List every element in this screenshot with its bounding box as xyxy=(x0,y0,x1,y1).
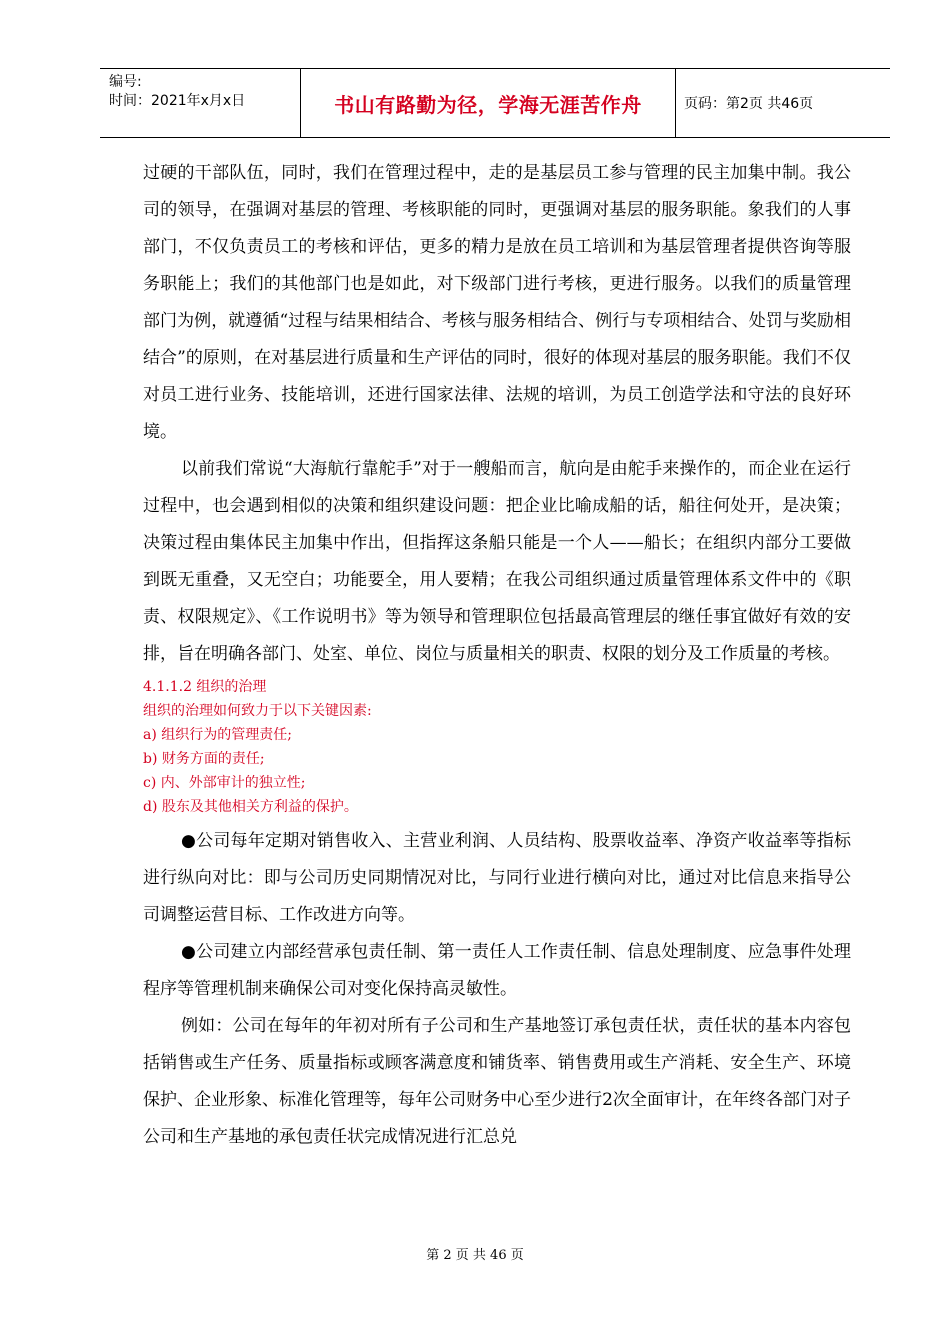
page-footer: 第 2 页 共 46 页 xyxy=(426,1248,524,1263)
paragraph-governance-service: 过硬的干部队伍，同时，我们在管理过程中，走的是基层员工参与管理的民主加集中制。我公司的领导，在强调对基层的管理、考核职能的同时，更强调对基层的服务职能。象我们的人事部门，不仅负责员工的考核和评估，更多的精力是放在员工培训和为基层管理者提供咨询等服务职能上；我们的其他部门也是如此，对下级部门进行考核，更进行服务。以我们的质量管理部门为例，就遵循“过程与结果相结合、考核与服务相结合、例行与专项相结合、处罚与奖励相结合”的原则，在对基层进行质量和生产评估的同时，很好的体现对基层的服务职能。我们不仅对员工进行业务、技能培训，还进行国家法律、法规的培训，为员工创造学法和守法的良好环境。 xyxy=(143,163,851,442)
paragraph-responsibility-system: ●公司建立内部经营承包责任制、第一责任人工作责任制、信息处理制度、应急事件处理程序等管理机制来确保公司对变化保持高灵敏性。 xyxy=(143,942,851,999)
list-item: c) 内、外部审计的独立性; xyxy=(143,775,306,791)
paragraph-example: 例如：公司在每年的年初对所有子公司和生产基地签订承包责任状，责任状的基本内容包括销售或生产任务、质量指标或顾客满意度和铺货率、销售费用或生产消耗、安全生产、环境保护、企业形象、标准化管理等，每年公司财务中心至少进行2次全面审计，在年终各部门对子公司和生产基地的承包责任状完成情况进行汇总兑 xyxy=(143,1016,851,1147)
section-intro: 组织的治理如何致力于以下关键因素: xyxy=(143,703,372,719)
document-date: 时间：2021年x月x日 xyxy=(109,93,246,109)
document-number-label: 编号: xyxy=(109,74,142,90)
paragraph-indicator-comparison: ●公司每年定期对销售收入、主营业利润、人员结构、股票收益率、净资产收益率等指标进行纵向对比：即与公司历史同期情况对比，与同行业进行横向对比，通过对比信息来指导公司调整运营目标、工作改进方向等。 xyxy=(143,831,851,925)
list-item: d) 股东及其他相关方利益的保护。 xyxy=(143,799,358,815)
header-meta xyxy=(100,69,301,137)
document-body xyxy=(143,155,851,1156)
header-page-info: 页码：第2页 共46页 xyxy=(684,96,814,112)
list-item: a) 组织行为的管理责任; xyxy=(143,727,292,743)
page-header xyxy=(100,68,890,138)
section-heading: 4.1.1.2 组织的治理 xyxy=(143,679,267,695)
paragraph-helmsman: 以前我们常说“大海航行靠舵手”对于一艘船而言，航向是由舵手来操作的，而企业在运行过程中，也会遇到相似的决策和组织建设问题：把企业比喻成船的话，船往何处开，是决策；决策过程由集体民主加集中作出，但指挥这条船只能是一个人——船长；在组织内部分工要做到既无重叠，又无空白；功能要全，用人要精；在我公司组织通过质量管理体系文件中的《职责、权限规定》、《工作说明书》等为领导和管理职位包括最高管理层的继任事宜做好有效的安排，旨在明确各部门、处室、单位、岗位与质量相关的职责、权限的划分及工作质量的考核。 xyxy=(143,459,851,664)
governance-section xyxy=(143,675,851,819)
header-motto: 书山有路勤为径，学海无涯苦作舟 xyxy=(301,69,676,137)
list-item: b) 财务方面的责任; xyxy=(143,751,265,767)
